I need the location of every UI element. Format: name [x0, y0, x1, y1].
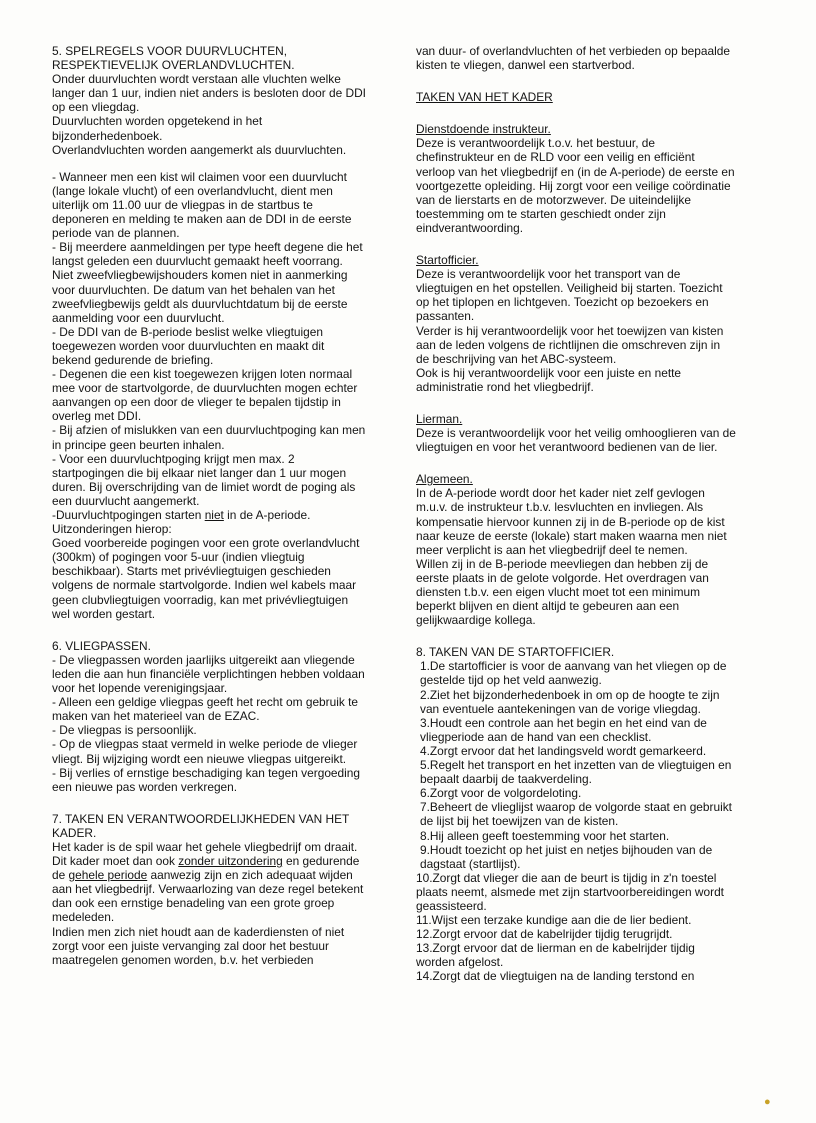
s5-rule: zweefvliegbewijs geldt als duurvluchtdatum bij de eerste aanmelding voor een duurvlucht. — [52, 296, 348, 325]
s5-paragraph: Overlandvluchten worden aangemerkt als duurvluchten. — [52, 142, 347, 157]
left-column — [52, 44, 366, 967]
section-8-title: 8. TAKEN VAN DE STARTOFFICIER. — [416, 645, 615, 660]
taken-kader-title: TAKEN VAN HET KADER — [416, 90, 553, 105]
s5-paragraph: Onder duurvluchten wordt verstaan alle vluchten welke langer dan 1 uur, indien niet anders is besloten door de DDI op een vliegdag. — [52, 72, 366, 115]
s5-rule-post: in de A-periode. — [223, 508, 311, 522]
algemeen-heading: Algemeen. — [416, 472, 473, 487]
continued-paragraph: van duur- of overlandvluchten of het verbieden op bepaalde kisten te vliegen, danwel een startverbod. — [416, 44, 731, 73]
algemeen-text: In de A-periode wordt door het kader niet zelf gevlogen m.u.v. de instrukteur t.b.v. lesvluchten en invliegen. Als kompensatie hiervoor kunnen zij in de B-periode op de kist naar keuze de eerste (lokale) start maken waarna men niet meer verplicht is aan het vliegbedrijf deel te nemen. — [416, 486, 727, 557]
s7-paragraph — [52, 854, 366, 924]
s5-rule: - Bij afzien of mislukken van een duurvluchtpoging kan men in principe geen beurten inhalen. — [52, 423, 366, 452]
right-column — [416, 44, 736, 984]
s8-list-item: 5.Regelt het transport en het inzetten van de vliegtuigen en bepaalt daarbij de taakverdeling. — [420, 758, 732, 787]
s7-paragraph: Het kader is de spil waar het gehele vliegbedrijf om draait. — [52, 839, 358, 854]
s5-rule: - Bij meerdere aanmeldingen per type heeft degene die het langst geleden een duurvlucht gemaakt heeft voorrang. Niet zweefvliegbewijshouders komen niet in aanmerking voor duurvluchten. De datum van het behalen van het — [52, 240, 363, 297]
s8-list-item: 2.Ziet het bijzonderhedenboek in om op de hoogte te zijn van eventuele aantekeningen van de vorige vliegdag. — [420, 687, 720, 716]
s8-list-item: 3.Houdt een controle aan het begin en het eind van de vliegperiode aan de hand van een checklist. — [420, 715, 707, 744]
s5-rule: - Degenen die een kist toegewezen krijgen loten normaal mee voor de startvolgorde, de duurvluchten mogen echter aanvangen op een door de vlieger te bepalen tijdstip in overleg met DDI. — [52, 367, 358, 424]
s5-rule — [52, 508, 366, 522]
startofficier-text: Deze is verantwoordelijk voor het transport van de vliegtuigen en het opstellen. Veiligheid bij starten. Toezicht op het tiplopen en lichtgeven. Toezicht op bezoekers en passanten. — [416, 267, 723, 324]
s6-rule: - De vliegpas is persoonlijk. — [52, 723, 197, 738]
s6-rule: - Bij verlies of ernstige beschadiging kan tegen vergoeding een nieuwe pas worden verkregen. — [52, 765, 361, 794]
s8-list-item: 9.Houdt toezicht op het juist en netjes bijhouden van de dagstaat (startlijst). — [420, 842, 713, 871]
s7-paragraph: Indien men zich niet houdt aan de kaderdiensten of niet zorgt voor een juiste vervanging zal door het bestuur maatregelen genomen worden, b.v. het verbieden — [52, 924, 345, 967]
s7-emphasis: zonder uitzondering — [178, 854, 283, 869]
margin-marker-icon: ● — [764, 1096, 771, 1108]
startofficier-text: Ook is hij verantwoordelijk voor een juiste en nette administratie rond het vliegbedrijf. — [416, 365, 682, 394]
section-6-title: 6. VLIEGPASSEN. — [52, 638, 151, 653]
s5-rule-pre: -Duurvluchtpogingen starten — [52, 508, 205, 522]
section-7-title: 7. TAKEN EN VERANTWOORDELIJKHEDEN VAN HET KADER. — [52, 811, 350, 840]
s7-text: aanwezig zijn en zich adequaat wijden aan het vliegbedrijf. Verwaarlozing van deze regel betekent dan ook een ernstige benadeling van een grote groep medeleden. — [52, 868, 364, 925]
s8-list-item: 4.Zorgt ervoor dat het landingsveld wordt gemarkeerd. — [420, 743, 707, 758]
s6-rule: - Alleen een geldige vliegpas geeft het recht om gebruik te maken van het materieel van de EZAC. — [52, 695, 359, 724]
s5-rule: - Wanneer men een kist wil claimen voor een duurvlucht (lange lokale vlucht) of een overlandvlucht, dient men uiterlijk om 11.00 uur de vliegpas in de startbus te deponeren en melding te maken aan de DDI in de eerste periode van de plannen. — [52, 169, 352, 241]
ddi-text: Deze is verantwoordelijk t.o.v. het bestuur, de chefinstrukteur en de RLD voor een veilig en efficiënt verloop van het vliegbedrijf en (in de A-periode) de eerste en voortgezette opleiding. Hij zorgt voor een veilige coördinatie van de lierstarts en de motorzwever. De uiteindelijke toestemming om te starten geschiedt onder zijn eindverantwoording. — [416, 136, 735, 235]
s8-list-item: 13.Zorgt ervoor dat de lierman en de kabelrijder tijdig worden afgelost. — [416, 941, 695, 970]
algemeen-text: Willen zij in de B-periode meevliegen dan hebben zij de eerste plaats in de gelote volgorde. Het overdragen van diensten t.b.v. een eigen vlucht moet tot een minimum beperkt blijven en dient altijd te gebeuren aan een gelijkwaardige kollega. — [416, 556, 709, 628]
s8-list-item: 1.De startofficier is voor de aanvang van het vliegen op de gestelde tijd op het veld aanwezig. — [420, 659, 727, 688]
s7-emphasis: gehele periode — [68, 868, 148, 883]
lierman-heading: Lierman. — [416, 411, 463, 426]
s8-list-item: 8.Hij alleen geeft toestemming voor het starten. — [420, 828, 670, 843]
s5-rule: - De DDI van de B-periode beslist welke vliegtuigen toegewezen worden voor duurvluchten en maakt dit bekend gedurende de briefing. — [52, 324, 325, 367]
section-8-list — [416, 659, 736, 983]
s6-rule: - Op de vliegpas staat vermeld in welke periode de vlieger vliegt. Bij wijziging wordt een nieuwe vliegpas uitgereikt. — [52, 737, 358, 766]
lierman-text: Deze is verantwoordelijk voor het veilig omhooglieren van de vliegtuigen en voor het verantwoord bedienen van de lier. — [416, 426, 736, 455]
s5-rule-emphasis: niet — [204, 508, 224, 522]
ddi-heading: Dienstdoende instrukteur. — [416, 122, 551, 137]
startofficier-heading: Startofficier. — [416, 253, 479, 268]
startofficier-text: Verder is hij verantwoordelijk voor het toewijzen van kisten aan de leden volgens de richtlijnen die omschreven zijn in de beschrijving van het ABC-systeem. — [416, 323, 724, 366]
s8-list-item: 6.Zorgt voor de volgordeloting. — [420, 786, 582, 801]
s5-rule: Uitzonderingen hierop: — [52, 522, 172, 537]
section-5-title: 5. SPELREGELS VOOR DUURVLUCHTEN, RESPEKTIEVELIJK OVERLANDVLUCHTEN. — [52, 44, 295, 73]
s8-list-item: 11.Wijst een terzake kundige aan die de lier bedient. — [416, 913, 692, 928]
s5-rule: - Voor een duurvluchtpoging krijgt men max. 2 startpogingen die bij elkaar niet langer dan 1 uur mogen duren. Bij overschrijding van de limiet wordt de poging als een duurvlucht aangemerkt. — [52, 451, 356, 508]
s6-rule: - De vliegpassen worden jaarlijks uitgereikt aan vliegende leden die aan hun financiële verplichtingen hebben voldaan voor het lopende verenigingsjaar. — [52, 652, 365, 696]
s7-text: Dit kader moet dan ook — [52, 854, 179, 869]
s8-list-item: 10.Zorgt dat vlieger die aan de beurt is tijdig in z'n toestel plaats neemt, alsmede met zijn startvoorbereidingen wordt geassisteerd. — [416, 870, 724, 913]
s8-list-item: 14.Zorgt dat de vliegtuigen na de landing terstond en — [416, 969, 695, 984]
s8-list-item: 7.Beheert de vlieglijst waarop de volgorde staat en gebruikt de lijst bij het toewijzen van de kisten. — [420, 800, 732, 829]
s8-list-item: 12.Zorgt ervoor dat de kabelrijder tijdig terugrijdt. — [416, 927, 673, 942]
s7-text: en gedurende de — [52, 854, 360, 883]
s5-rule: Goed voorbereide pogingen voor een grote overlandvlucht (300km) of pogingen voor 5-uur (indien vliegtuig beschikbaar). Starts met privévliegtuigen geschieden volgens de normale startvolgorde. Indien wel kabels maar geen clubvliegtuigen voorradig, kan met privévliegtuigen wel worden gestart. — [52, 536, 360, 621]
s5-paragraph: Duurvluchten worden opgetekend in het bijzonderhedenboek. — [52, 114, 263, 143]
